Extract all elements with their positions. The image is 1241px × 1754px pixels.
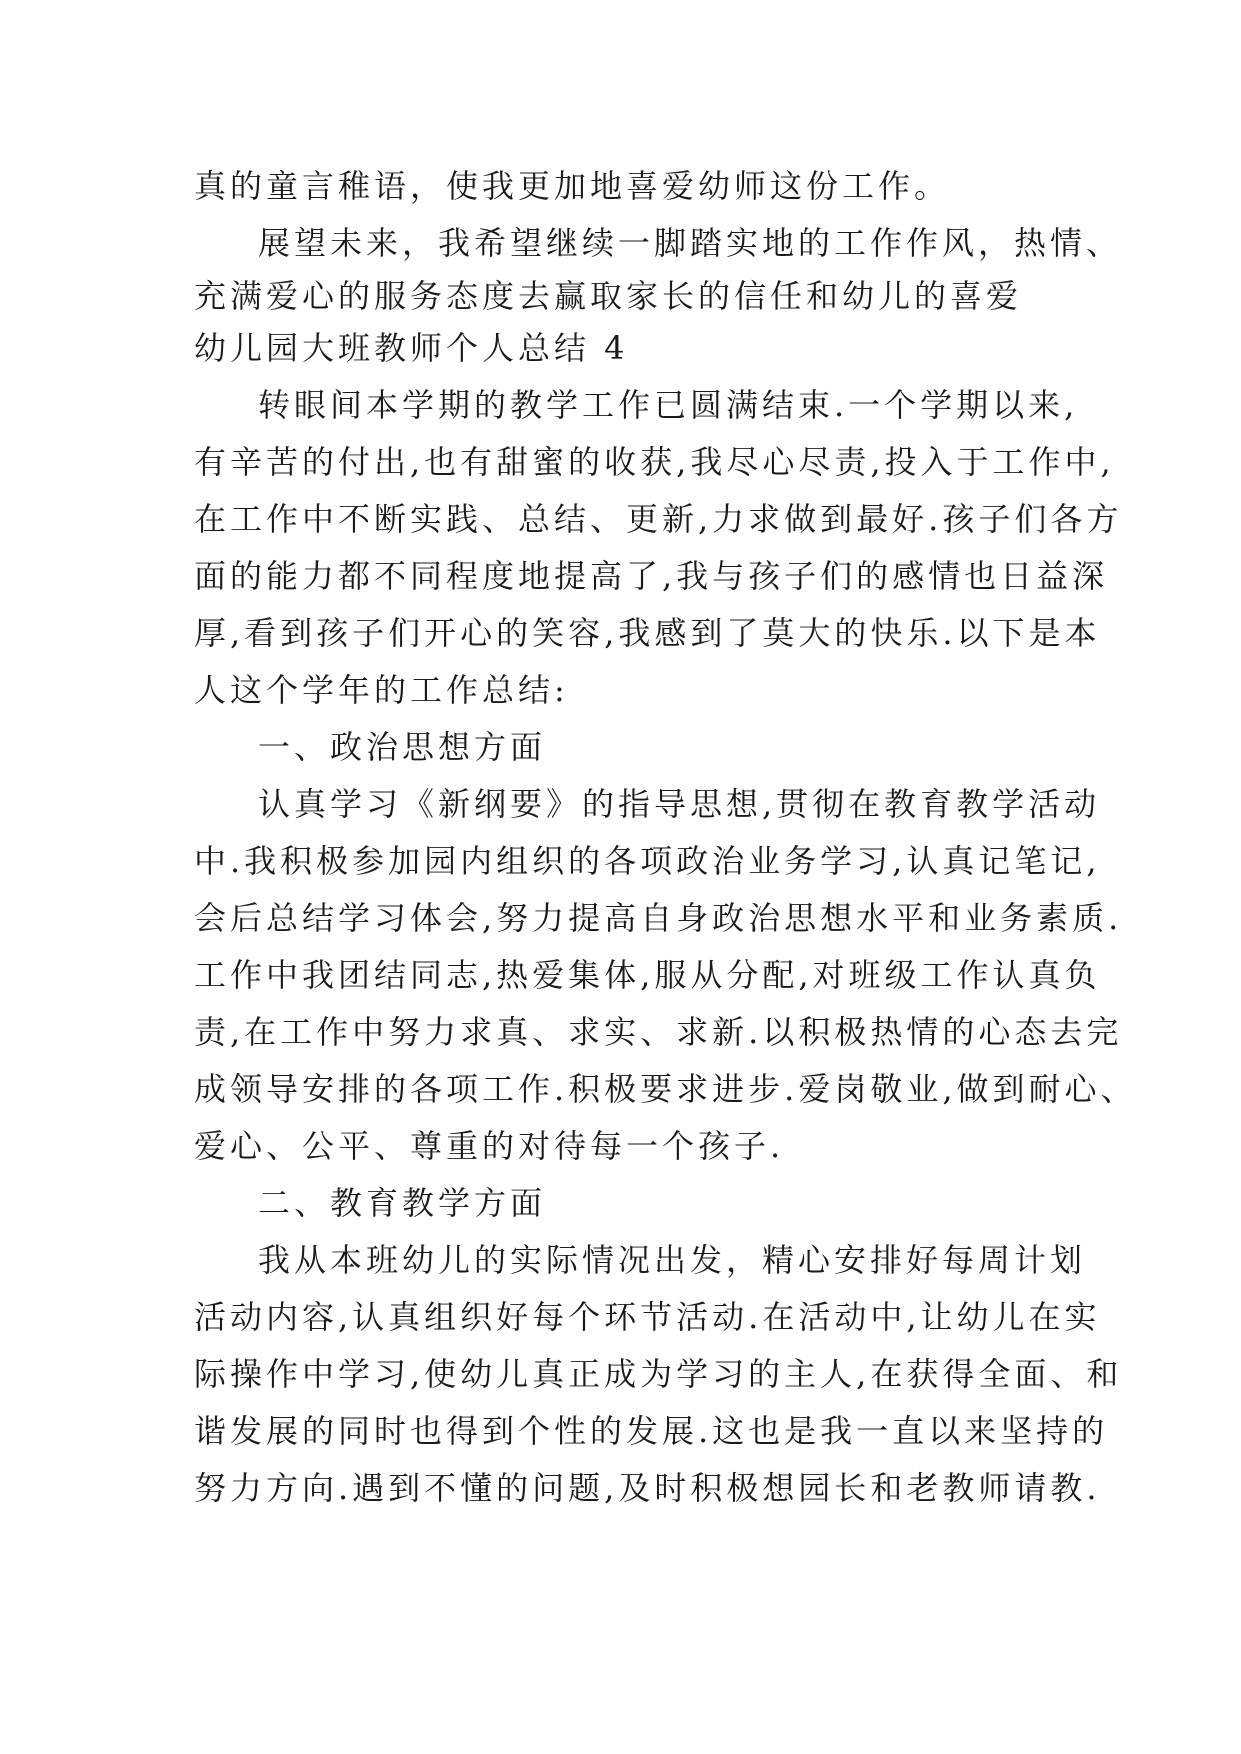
paragraph-line: 活动内容,认真组织好每个环节活动.在活动中,让幼儿在实	[194, 1298, 1101, 1336]
paragraph-line: 厚,看到孩子们开心的笑容,我感到了莫大的快乐.以下是本	[194, 614, 1101, 652]
paragraph-line: 真的童言稚语，使我更加地喜爱幼师这份工作。	[194, 167, 951, 205]
paragraph-line: 努力方向.遇到不懂的问题,及时积极想园长和老教师请教.	[194, 1469, 1101, 1507]
paragraph-line: 面的能力都不同程度地提高了,我与孩子们的感情也日益深	[194, 557, 1109, 595]
paragraph-line: 责,在工作中努力求真、求实、求新.以积极热情的心态去完	[194, 1013, 1123, 1051]
section-heading: 一、政治思想方面	[258, 728, 547, 766]
paragraph-line: 中.我积极参加园内组织的各项政治业务学习,认真记笔记,	[194, 842, 1101, 880]
paragraph-line: 成领导安排的各项工作.积极要求进步.爱岗敬业,做到耐心、	[194, 1070, 1137, 1108]
paragraph-line: 转眼间本学期的教学工作已圆满结束.一个学期以来,	[258, 386, 1079, 424]
paragraph-line: 认真学习《新纲要》的指导思想,贯彻在教育教学活动	[258, 785, 1101, 823]
paragraph-line: 爱心、公平、尊重的对待每一个孩子.	[194, 1127, 785, 1165]
paragraph-line: 在工作中不断实践、总结、更新,力求做到最好.孩子们各方	[194, 500, 1123, 538]
paragraph-line: 展望未来，我希望继续一脚踏实地的工作作风，热情、	[258, 224, 1123, 262]
section-title: 幼儿园大班教师个人总结 4	[194, 329, 629, 367]
paragraph-line: 有辛苦的付出,也有甜蜜的收获,我尽心尽责,投入于工作中,	[194, 443, 1115, 481]
paragraph-line: 谐发展的同时也得到个性的发展.这也是我一直以来坚持的	[194, 1412, 1109, 1450]
paragraph-line: 工作中我团结同志,热爱集体,服从分配,对班级工作认真负	[194, 956, 1101, 994]
paragraph-line: 我从本班幼儿的实际情况出发，精心安排好每周计划	[258, 1241, 1087, 1279]
section-heading: 二、教育教学方面	[258, 1184, 547, 1222]
paragraph-line: 会后总结学习体会,努力提高自身政治思想水平和业务素质.	[194, 899, 1123, 937]
paragraph-line: 人这个学年的工作总结:	[194, 671, 569, 709]
document-body	[194, 158, 1137, 1517]
paragraph-line: 际操作中学习,使幼儿真正成为学习的主人,在获得全面、和	[194, 1355, 1123, 1393]
paragraph-line: 充满爱心的服务态度去赢取家长的信任和幼儿的喜爱	[194, 277, 1023, 315]
